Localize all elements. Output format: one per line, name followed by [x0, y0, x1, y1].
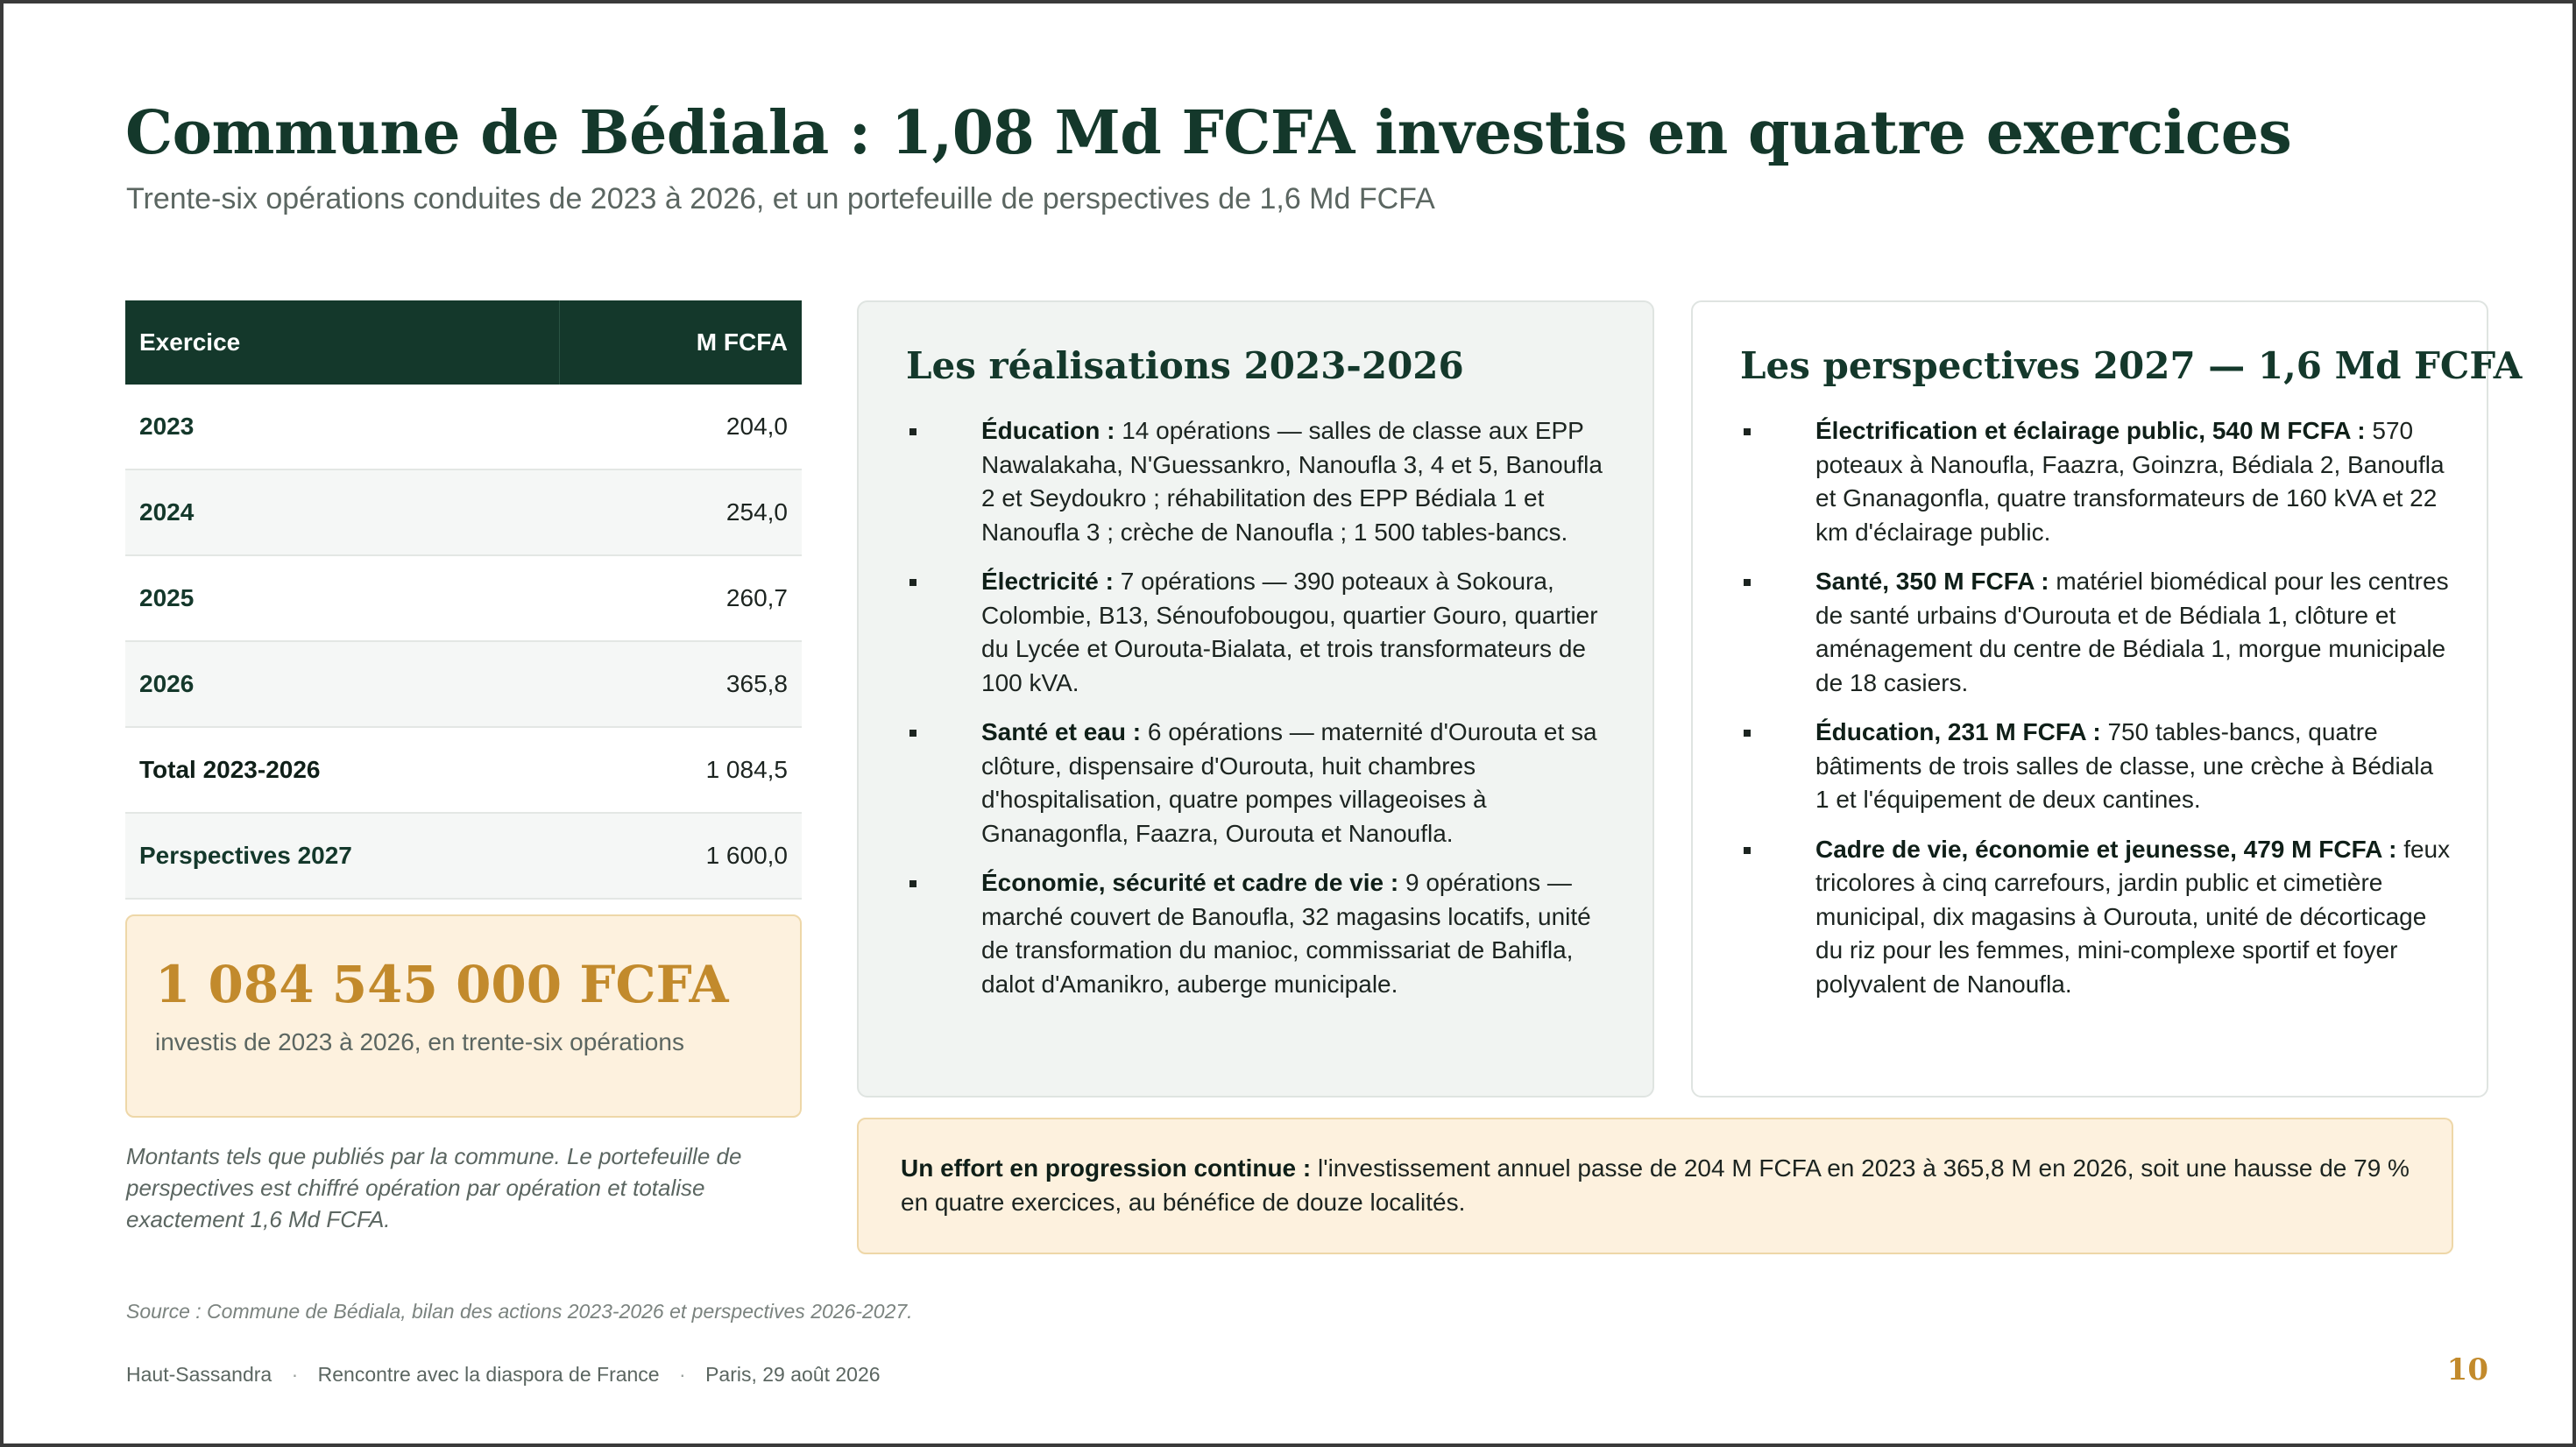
total-caption: investis de 2023 à 2026, en trente-six opérations	[155, 1028, 684, 1055]
row-value: 365,8	[725, 670, 788, 697]
item-text: 6 opérations — maternité d'Ourouta et sa clôture, dispensaire d'Ourouta, huit chambres d'hospitalisation, quatre pompes villageoises à Gnanagonfla, Faazra, Ourouta et Nanoufla.	[981, 718, 1597, 847]
list-item	[1740, 414, 2452, 549]
item-text: feux tricolores à cinq carrefours, jardin public et cimetière municipal, dix magasins à Ourouta, unité de décorticage du riz pour les femmes, mini-complexe sportif et foyer polyvalent de Nanoufla.	[1815, 835, 2451, 998]
item-label: Éducation, 231 M FCFA :	[1815, 718, 2101, 745]
item-text: 750 tables-bancs, quatre bâtiments de trois salles de classe, une crèche à Bédiala 1 et l'équipement de deux cantines.	[1815, 718, 2434, 813]
item-text: 570 poteaux à Nanoufla, Faazra, Goinzra, Bédiala 2, Banoufla et Gnanagonfla, quatre transformateurs de 160 kVA et 22 km d'éclairage public.	[1815, 417, 2445, 546]
realisations-list	[906, 414, 1617, 1017]
list-item	[1740, 565, 2452, 700]
footer-place-date: Paris, 29 août 2026	[705, 1363, 881, 1386]
page-subtitle: Trente-six opérations conduites de 2023 à 2026, et un portefeuille de perspectives de 1,6 Md FCFA	[126, 182, 1435, 215]
perspectives-title: Les perspectives 2027 — 1,6 Md FCFA	[1740, 344, 2523, 387]
callout-text: l'investissement annuel passe de 204 M FCFA en 2023 à 365,8 M en 2026, soit une hausse de 79 % en quatre exercices, au bénéfice de douze localités.	[901, 1154, 2410, 1216]
row-label: 2023	[139, 413, 195, 440]
footer-separator: ·	[679, 1363, 686, 1386]
header-mfcfa: M FCFA	[696, 328, 788, 356]
row-value: 1 084,5	[705, 756, 788, 783]
item-text: 7 opérations — 390 poteaux à Sokoura, Colombie, B13, Sénoufobougou, quartier Gouro, quartier du Lycée et Ourouta-Bialata, et trois transformateurs de 100 kVA.	[981, 568, 1598, 696]
table-row-perspectives	[125, 814, 802, 900]
investment-table	[125, 300, 802, 900]
table-row	[125, 556, 802, 642]
item-label: Électricité :	[981, 568, 1114, 595]
source-note: Source : Commune de Bédiala, bilan des actions 2023-2026 et perspectives 2026-2027.	[126, 1300, 913, 1323]
row-label: 2025	[139, 584, 195, 611]
list-item	[906, 716, 1617, 851]
page-title: Commune de Bédiala : 1,08 Md FCFA investis en quatre exercices	[125, 98, 2292, 168]
row-label: 2026	[139, 670, 195, 697]
footer-separator: ·	[291, 1363, 299, 1386]
row-value: 1 600,0	[705, 842, 788, 869]
total-highlight-card	[125, 914, 802, 1118]
realisations-title: Les réalisations 2023-2026	[906, 344, 1464, 387]
item-label: Économie, sécurité et cadre de vie :	[981, 869, 1399, 896]
row-value: 260,7	[725, 584, 788, 611]
footer-region: Haut-Sassandra	[126, 1363, 272, 1386]
summary-callout	[857, 1118, 2453, 1254]
row-value: 254,0	[725, 498, 788, 526]
table-header	[125, 300, 802, 385]
list-item	[906, 414, 1617, 549]
table-row	[125, 385, 802, 470]
perspectives-list	[1740, 414, 2452, 1017]
footer	[126, 1363, 881, 1387]
list-item	[1740, 833, 2452, 1002]
item-text: matériel biomédical pour les centres de santé urbains d'Ourouta et de Bédiala 1, clôture et aménagement du centre de Bédiala 1, morgue municipale de 18 casiers.	[1815, 568, 2449, 696]
total-amount: 1 084 545 000 FCFA	[155, 955, 729, 1014]
slide	[4, 4, 2572, 1443]
item-text: 9 opérations — marché couvert de Banoufla, 32 magasins locatifs, unité de transformation du manioc, commissariat de Bahifla, dalot d'Amanikro, auberge municipale.	[981, 869, 1591, 998]
footnote: Montants tels que publiés par la commune. Le portefeuille de perspectives est chiffré opération par opération et totalise exactement 1,6 Md FCFA.	[126, 1143, 742, 1232]
row-label: Perspectives 2027	[139, 842, 352, 869]
row-label: 2024	[139, 498, 195, 526]
item-text: 14 opérations — salles de classe aux EPP Nawalakaha, N'Guessankro, Nanoufla 3, 4 et 5, Banoufla 2 et Seydoukro ; réhabilitation des EPP Bédiala 1 et Nanoufla 3 ; crèche de Nanoufla ; 1 500 tables-bancs.	[981, 417, 1603, 546]
row-value: 204,0	[725, 413, 788, 440]
item-label: Électrification et éclairage public, 540 M FCFA :	[1815, 417, 2366, 444]
table-row-total	[125, 728, 802, 814]
perspectives-panel	[1691, 300, 2523, 1098]
table-row	[125, 470, 802, 556]
item-label: Cadre de vie, économie et jeunesse, 479 M FCFA :	[1815, 835, 2397, 863]
callout-label: Un effort en progression continue :	[901, 1154, 1312, 1182]
item-label: Santé, 350 M FCFA :	[1815, 568, 2049, 595]
footer-event: Rencontre avec la diaspora de France	[317, 1363, 660, 1386]
row-label: Total 2023-2026	[139, 756, 321, 783]
table-row	[125, 642, 802, 728]
list-item	[906, 866, 1617, 1001]
page-number: 10	[2446, 1352, 2488, 1387]
header-exercice: Exercice	[125, 300, 560, 385]
realisations-panel	[857, 300, 1654, 1098]
item-label: Éducation :	[981, 417, 1115, 444]
item-label: Santé et eau :	[981, 718, 1142, 745]
list-item	[1740, 716, 2452, 817]
list-item	[906, 565, 1617, 700]
